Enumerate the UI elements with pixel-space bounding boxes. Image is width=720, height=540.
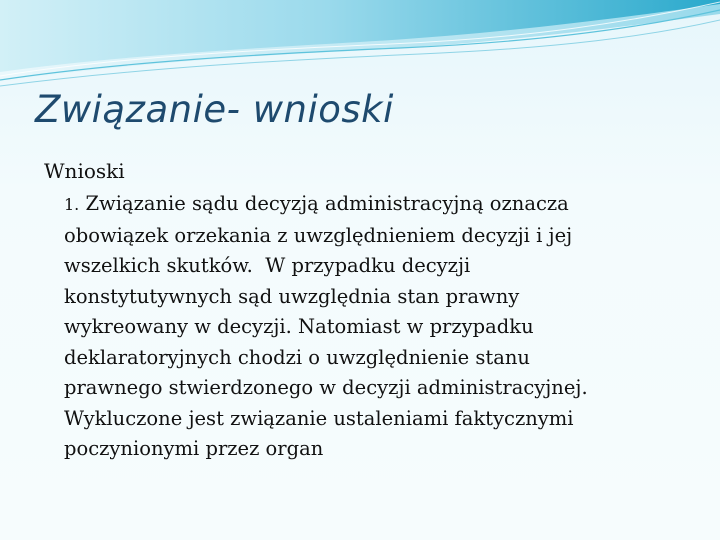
- point-line-1: [64, 189, 684, 221]
- point-line-6: deklaratoryjnych chodzi o uwzględnienie stanu: [64, 345, 530, 369]
- point-line-9: poczynionymi przez organ: [64, 437, 324, 460]
- wave-banner-decoration: [0, 0, 720, 90]
- point-line-3: wszelkich skutków. W przypadku decyzji: [64, 254, 471, 277]
- slide-title: Związanie- wnioski: [35, 88, 394, 131]
- section-heading: Wnioski: [44, 159, 125, 183]
- point-line-text: Związanie sądu decyzją administracyjną oznacza: [85, 192, 569, 215]
- point-line-7: prawnego stwierdzonego w decyzji administracyjnej.: [64, 376, 588, 399]
- point-line-8: Wykluczone jest związanie ustaleniami faktycznymi: [64, 406, 574, 430]
- point-line-4: konstytutywnych sąd uwzględnia stan prawny: [64, 284, 520, 308]
- point-number: 1.: [64, 195, 80, 214]
- slide-content: [44, 156, 684, 465]
- numbered-point-1: [64, 189, 684, 465]
- point-line-2: obowiązek orzekania z uwzględnieniem decyzji i jej: [64, 223, 573, 247]
- point-line-5: wykreowany w decyzji. Natomiast w przypadku: [64, 315, 534, 338]
